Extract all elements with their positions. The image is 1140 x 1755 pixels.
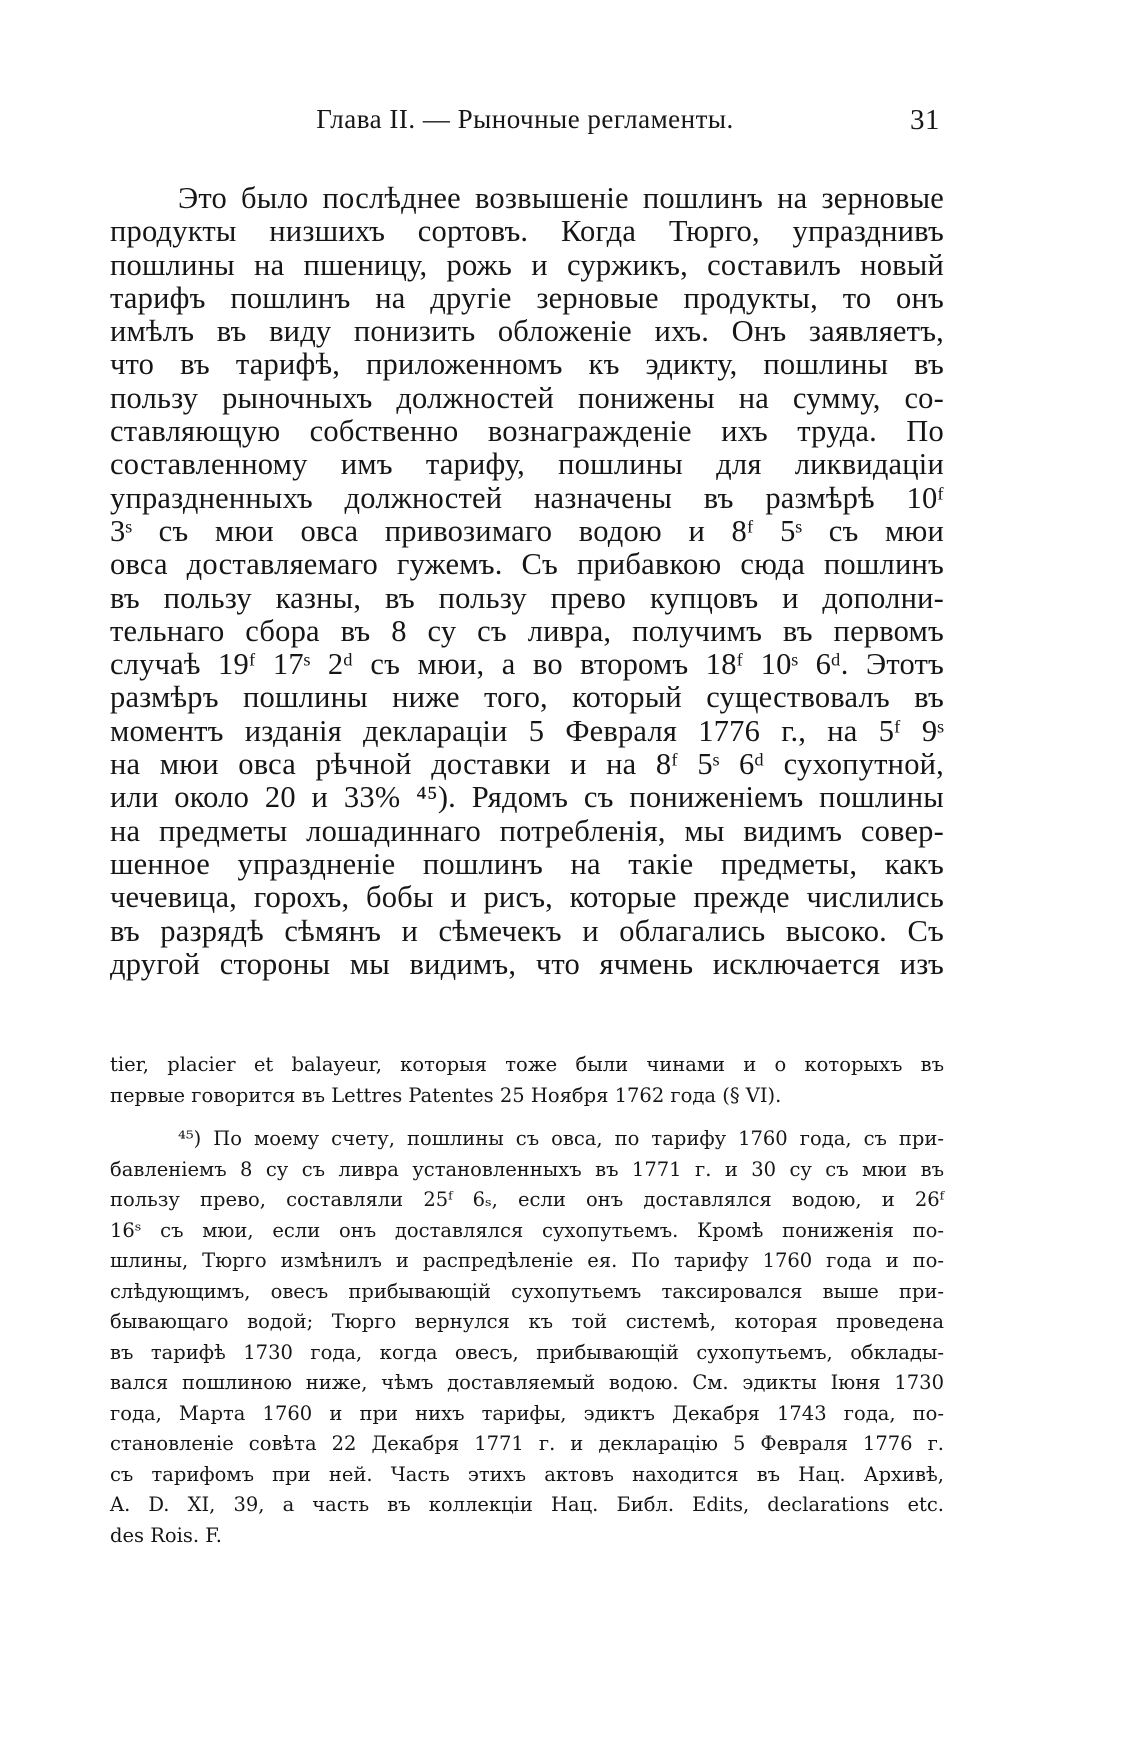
footnote-45-line: A. D. XI, 39, а часть въ коллекціи Нац. Библ. Edits, declarations etc. xyxy=(110,1493,944,1516)
text-line: на предметы лошадиннаго потребленія, мы видимъ совер- xyxy=(110,813,944,848)
text-line: составленному имъ тарифу, пошлины для ликвидаціи xyxy=(110,447,944,482)
text-line: пошлины на пшеницу, рожь и суржикъ, составилъ новый xyxy=(110,247,944,282)
text-line: случаѣ 19ᶠ 17ˢ 2ᵈ съ мюи, а во второмъ 18ᶠ 10ˢ 6ᵈ. Этотъ xyxy=(110,647,944,682)
footnote-45-line: года, Марта 1760 и при нихъ тарифы, эдиктъ Декабря 1743 года, по- xyxy=(110,1401,944,1425)
running-header xyxy=(110,104,940,144)
footnote-45-line: съ тарифомъ при ней. Часть этихъ актовъ находится въ Нац. Архивѣ, xyxy=(110,1462,944,1486)
text-line: размѣръ пошлины ниже того, который существовалъ въ xyxy=(110,680,944,715)
text-line: овса доставляемаго гужемъ. Съ прибавкою сюда пошлинъ xyxy=(110,547,944,582)
footnote-45-line: des Rois. F. xyxy=(110,1523,222,1547)
text-line: пользу рыночныхъ должностей понижены на сумму, со- xyxy=(110,380,944,415)
footnote-45-line: слѣдующимъ, овесъ прибывающій сухопутьемъ таксировался выше при- xyxy=(110,1279,944,1303)
text-line: чечевица, горохъ, бобы и рисъ, которые прежде числились xyxy=(110,880,944,915)
chapter-title: Глава II. — Рыночные регламенты. xyxy=(316,104,734,134)
text-line: что въ тарифѣ, приложенномъ къ эдикту, пошлины въ xyxy=(110,347,944,382)
footnote-45-line: вался пошлиною ниже, чѣмъ доставляемый водою. См. эдикты Іюня 1730 xyxy=(110,1371,944,1394)
text-line: продукты низшихъ сортовъ. Когда Тюрго, упразднивъ xyxy=(110,214,944,249)
text-line: упраздненныхъ должностей назначены въ размѣрѣ 10ᶠ xyxy=(110,480,944,515)
text-line: моментъ изданія деклараціи 5 Февраля 1776 г., на 5ᶠ 9ˢ xyxy=(110,713,944,748)
text-line: тарифъ пошлинъ на другіе зерновые продукты, то онъ xyxy=(110,280,944,315)
main-text xyxy=(110,182,944,981)
text-line: или около 20 и 33% ⁴⁵). Рядомъ съ пониженіемъ пошлины xyxy=(110,780,944,815)
text-line: имѣлъ въ виду понизить обложеніе ихъ. Онъ заявляетъ, xyxy=(110,314,944,349)
text-line: тельнаго сбора въ 8 су съ ливра, получимъ въ первомъ xyxy=(110,613,944,648)
text-line: въ разрядѣ сѣмянъ и сѣмечекъ и облагались высоко. Съ xyxy=(110,913,944,948)
footnote-45-line: въ тарифѣ 1730 года, когда овесъ, прибывающій сухопутьемъ, обклады- xyxy=(110,1340,944,1364)
footnote-45-line: пользу прево, составляли 25ᶠ 6ₛ, если онъ доставлялся водою, и 26ᶠ xyxy=(110,1188,944,1211)
footnote-gap xyxy=(110,1111,944,1124)
text-line: на мюи овса рѣчной доставки и на 8ᶠ 5ˢ 6ᵈ сухопутной, xyxy=(110,747,944,782)
footnote-line: первые говорится въ Lettres Patentes 25 Ноября 1762 года (§ VI). xyxy=(110,1083,782,1107)
footnote-45-line: шлины, Тюрго измѣнилъ и распредѣленіе ея. По тарифу 1760 года и по- xyxy=(110,1249,944,1272)
text-line: въ пользу казны, въ пользу прево купцовъ и дополни- xyxy=(110,580,944,615)
footnote-45-line: 16ˢ съ мюи, если онъ доставлялся сухопутьемъ. Кромѣ пониженія по- xyxy=(110,1218,944,1242)
footnote-45-line: бывающаго водой; Тюрго вернулся къ той системѣ, которая проведена xyxy=(110,1310,944,1333)
footnote-45-line: становленіе совѣта 22 Декабря 1771 г. и декларацію 5 Февраля 1776 г. xyxy=(110,1432,944,1455)
text-line: ставляющую собственно вознагражденіе ихъ труда. По xyxy=(110,414,944,449)
page-number: 31 xyxy=(910,104,940,136)
footnote-45-line: бавленіемъ 8 су съ ливра установленныхъ въ 1771 г. и 30 су съ мюи въ xyxy=(110,1157,944,1181)
text-line: другой стороны мы видимъ, что ячмень исключается изъ xyxy=(110,946,944,981)
footnotes xyxy=(110,1050,944,1551)
text-line: Это было послѣднее возвышеніе пошлинъ на зерновые xyxy=(178,181,944,215)
text-line: шенное упраздненіе пошлинъ на такіе предметы, какъ xyxy=(110,846,944,881)
footnote-45-line: ⁴⁵) По моему счету, пошлины съ овса, по тарифу 1760 года, съ при- xyxy=(178,1127,944,1150)
footnote-line: tier, placier et balayeur, которыя тоже были чинами и о которыхъ въ xyxy=(110,1053,944,1076)
text-line: 3ˢ съ мюи овса привозимаго водою и 8ᶠ 5ˢ съ мюи xyxy=(110,513,944,548)
